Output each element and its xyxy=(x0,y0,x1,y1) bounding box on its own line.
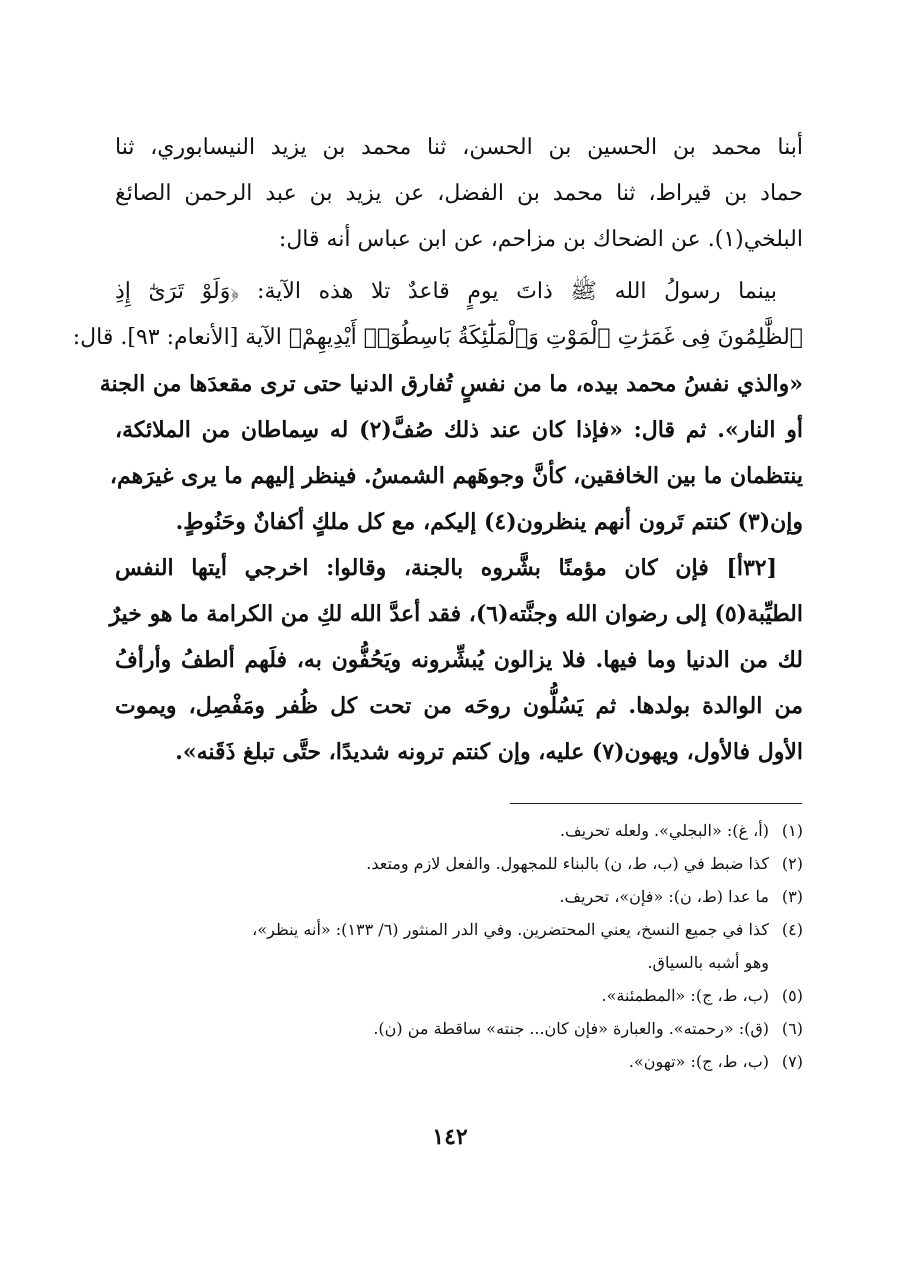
footnotes xyxy=(115,814,803,1078)
text-line: حماد بن قيراط، ثنا محمد بن الفضل، عن يزيد بن عبد الرحمن الصائغ xyxy=(115,181,803,206)
footnote-number: (٧) xyxy=(781,1052,803,1071)
footnote xyxy=(115,814,803,847)
quran-line: ٱلظَّٰلِمُونَ فِى غَمَرَٰتِ ٱلْمَوْتِ وَٱلْمَلَٰٓئِكَةُ بَاسِطُوٓا۟ أَيْدِيهِمْ﴾ الآية [الأنعام: ٩٣]. قال: xyxy=(72,325,803,350)
footnote-text: (ق): «رحمته». والعبارة «فإن كان... جنته» ساقطة من (ن). xyxy=(373,1019,769,1038)
hadith-line: [٣٢أ] فإن كان مؤمنًا بشَّروه بالجنة، وقالوا: اخرجي أيتها النفس xyxy=(115,555,777,581)
footnote xyxy=(115,979,803,1012)
hadith-line: لك من الدنيا وما فيها. فلا يزالون يُبشِّرونه ويَحُفُّون به، فلَهم ألطفُ وأرأفُ xyxy=(115,647,803,673)
text-line: البلخي(١). عن الضحاك بن مزاحم، عن ابن عباس أنه قال: xyxy=(278,227,803,252)
hadith-line: «والذي نفسُ محمد بيده، ما من نفسٍ تُفارق الدنيا حتى ترى مقعدَها من الجنة xyxy=(99,371,803,397)
footnote-number: (٥) xyxy=(781,986,803,1005)
footnote xyxy=(115,847,803,880)
main-text xyxy=(72,125,803,775)
footnote-continuation: وهو أشبه بالسياق. xyxy=(647,953,769,972)
footnote-text: كذا في جميع النسخ، يعني المحتضرين. وفي الدر المنثور (٦/ ١٣٣): «أنه ينظر»، xyxy=(252,920,769,939)
footnote-text: (أ، غ): «البجلي». ولعله تحريف. xyxy=(559,821,769,840)
hadith-line: الطيِّبة(٥) إلى رضوان الله وجنَّته(٦)، فقد أعدَّ الله لكِ من الكرامة ما هو خيرٌ xyxy=(109,601,803,627)
footnote-number: (٢) xyxy=(781,854,803,873)
footnote-text: (ب، ط، ج): «المطمئنة». xyxy=(601,986,769,1005)
text-line: أبنا محمد بن الحسين بن الحسن، ثنا محمد بن يزيد النيسابوري، ثنا xyxy=(115,135,803,160)
footnote-number: (٦) xyxy=(781,1019,803,1038)
hadith-line: أو النار». ثم قال: «فإذا كان عند ذلك صُفَّ(٢) له سِماطان من الملائكة، xyxy=(115,417,803,443)
footnote xyxy=(115,1045,803,1078)
page-number: ١٤٢ xyxy=(432,1124,468,1150)
text-line: بينما رسولُ الله ﷺ ذاتَ يومٍ قاعدٌ تلا هذه الآية: ﴿وَلَوْ تَرَىٰٓ إِذِ xyxy=(115,279,777,304)
footnote-number: (٤) xyxy=(781,920,803,939)
footnote-divider xyxy=(510,803,802,804)
footnote-text: كذا ضبط في (ب، ط، ن) بالبناء للمجهول. والفعل لازم ومتعد. xyxy=(366,854,769,873)
hadith-line: الأول فالأول، ويهون(٧) عليه، وإن كنتم ترونه شديدًا، حتَّى تبلغ ذَقَنه». xyxy=(175,739,803,765)
footnote xyxy=(115,880,803,913)
footnote xyxy=(115,1012,803,1045)
footnote-number: (١) xyxy=(781,821,803,840)
footnote xyxy=(115,913,803,946)
hadith-line: وإن(٣) كنتم تَرون أنهم ينظرون(٤) إليكم، مع كل ملكٍ أكفانٌ وحَنُوطٍ. xyxy=(175,509,803,535)
hadith-line: من الوالدة بولدها. ثم يَسُلُّون روحَه من تحت كل ظُفر ومَفْصِل، ويموت xyxy=(115,693,803,719)
hadith-line: ينتظمان ما بين الخافقين، كأنَّ وجوهَهم الشمسُ. فينظر إليهم ما يرى غيرَهم، xyxy=(109,463,803,489)
footnote-number: (٣) xyxy=(781,887,803,906)
footnote-text: ما عدا (ط، ن): «فإن»، تحريف. xyxy=(559,887,769,906)
footnote-text: (ب، ط، ج): «تهون». xyxy=(628,1052,769,1071)
